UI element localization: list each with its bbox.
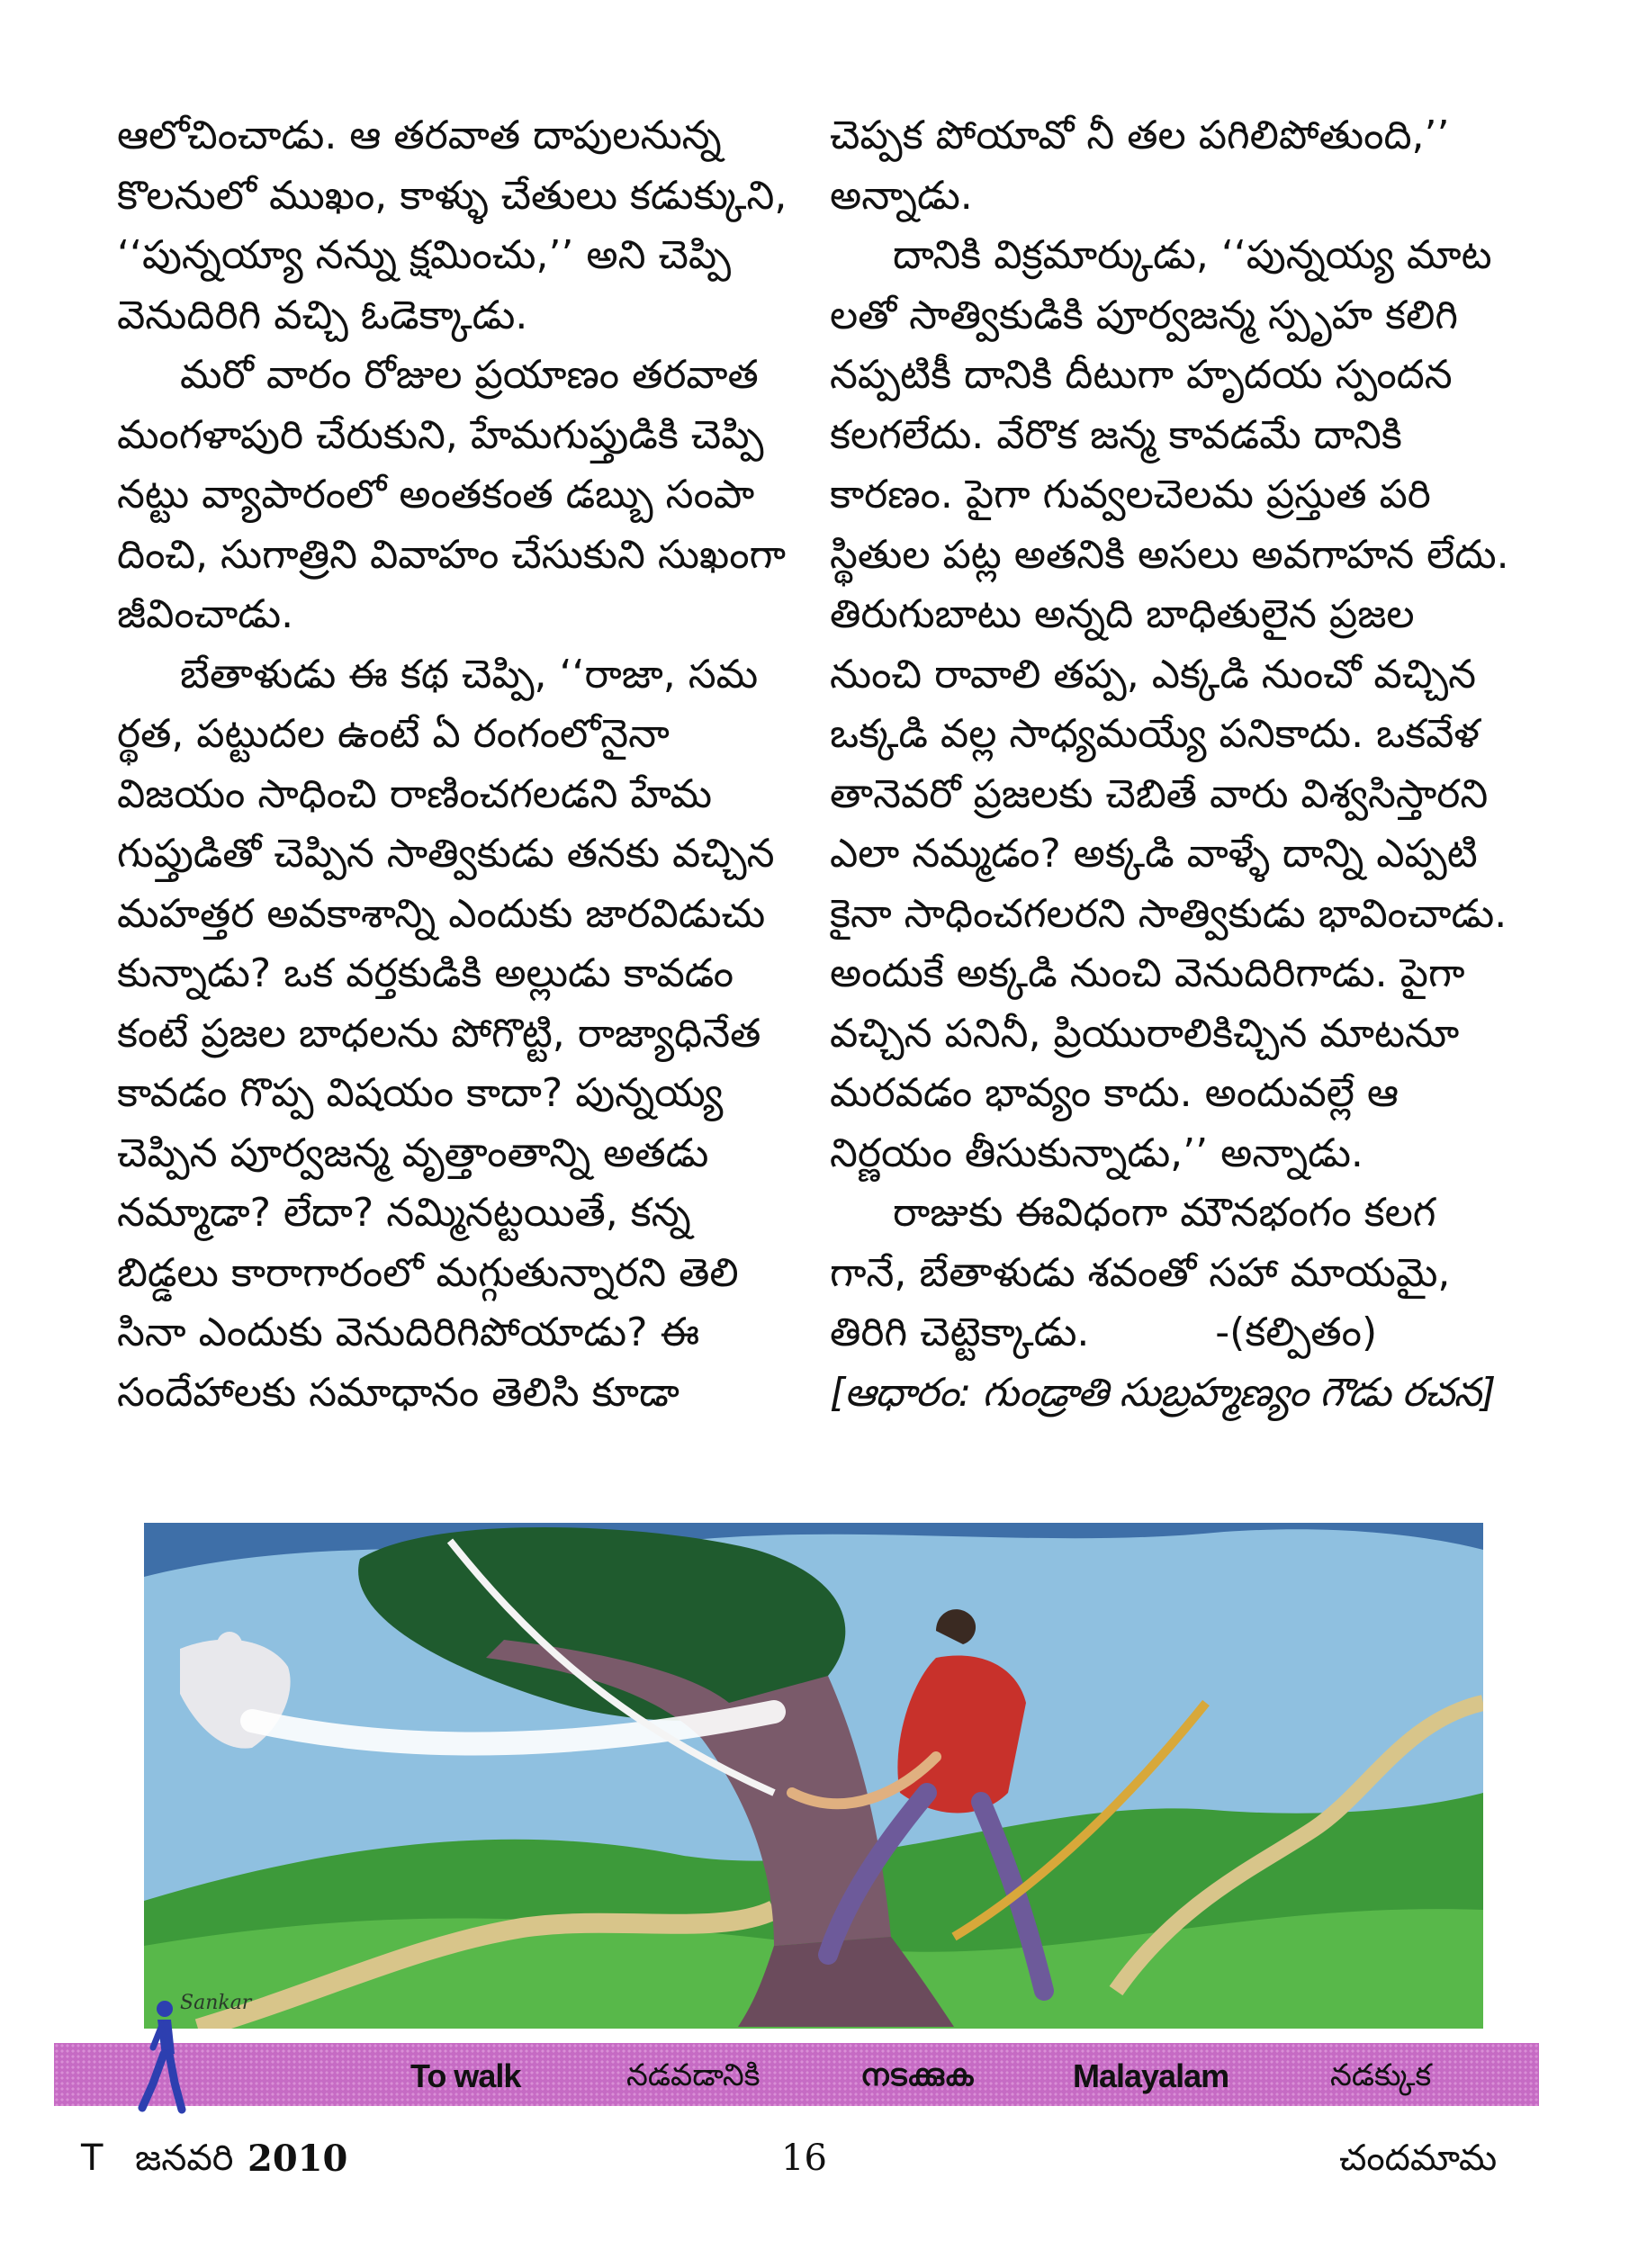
footer-year: 2010 bbox=[248, 2138, 348, 2180]
text-line: కున్నాడు? ఒక వర్తకుడికి అల్లుడు కావడం bbox=[117, 950, 734, 996]
text-line: తానెవరో ప్రజలకు చెబితే వారు విశ్వసిస్తారని bbox=[830, 770, 1489, 817]
text-line: స్థితుల పట్ల అతనికి అసలు అవగాహన లేదు. bbox=[830, 531, 1509, 578]
text-line: చెప్పిన పూర్వజన్మ వృత్తాంతాన్ని అతడు bbox=[117, 1130, 709, 1176]
text-line: ఎలా నమ్మడం? అక్కడి వాళ్ళే దాన్ని ఎప్పటి bbox=[830, 831, 1478, 877]
text-line: అన్నాడు. bbox=[830, 172, 973, 219]
text-line: సినా ఎందుకు వెనుదిరిగిపోయాడు? ఈ bbox=[117, 1310, 700, 1355]
text-line: లతో సాత్వికుడికి పూర్వజన్మ స్పృహ కలిగి bbox=[830, 292, 1458, 338]
text-line: ర్థత, పట్టుదల ఉంటే ఏ రంగంలోనైనా bbox=[117, 711, 670, 757]
vocabulary-band bbox=[54, 2043, 1539, 2106]
malayalam-script-word: നടക്കുക bbox=[860, 2057, 974, 2093]
text-line: రాజుకు ఈవిధంగా మౌనభంగం కలగ bbox=[893, 1190, 1436, 1236]
text-line: నుంచి రావాలి తప్ప, ఎక్కడి నుంచో వచ్చిన bbox=[830, 651, 1476, 698]
text-line: తిరుగుబాటు అన్నది బాధితులైన ప్రజల bbox=[830, 591, 1415, 637]
walking-person-icon bbox=[135, 1998, 189, 2115]
left-text-column bbox=[117, 106, 810, 1423]
text-line: గుప్తుడితో చెప్పిన సాత్వికుడు తనకు వచ్చిన bbox=[117, 831, 775, 877]
text-line: మంగళాపురి చేరుకుని, హేమగుప్తుడికి చెప్పి bbox=[117, 411, 764, 458]
page-number: 16 bbox=[781, 2138, 827, 2179]
text-line: బేతాళుడు ఈ కథ చెప్పి, ‘‘రాజా, సమ bbox=[180, 651, 759, 698]
footer-mark: T bbox=[81, 2138, 104, 2179]
footer-month: జనవరి bbox=[135, 2138, 234, 2179]
text-line: బిడ్డలు కారాగారంలో మగ్గుతున్నారని తెలి bbox=[117, 1249, 739, 1296]
text-line: అందుకే అక్కడి నుంచి వెనుదిరిగాడు. పైగా bbox=[830, 950, 1465, 996]
text-line: కారణం. పైగా గువ్వలచెలమ ప్రస్తుత పరి bbox=[830, 472, 1431, 518]
source-citation: [ఆధారం: గుండ్రాతి సుబ్రహ్మణ్యం గౌడు రచన] bbox=[830, 1369, 1496, 1416]
english-word: To walk bbox=[410, 2057, 521, 2094]
text-line: దించి, సుగాత్రిని వివాహం చేసుకుని సుఖంగా bbox=[117, 531, 787, 578]
text-line: దానికి విక్రమార్కుడు, ‘‘పున్నయ్య మాట bbox=[893, 232, 1492, 278]
language-name: Malayalam bbox=[1073, 2057, 1229, 2094]
text-line: ఆలోచించాడు. ఆ తరవాత దాపులనున్న bbox=[117, 112, 722, 158]
text-line: వెనుదిరిగి వచ్చి ఓడెక్కాడు. bbox=[117, 292, 528, 338]
magazine-name: చందమామ bbox=[1339, 2138, 1498, 2179]
text-line: కైనా సాధించగలరని సాత్వికుడు భావించాడు. bbox=[830, 890, 1508, 937]
text-line: జీవించాడు. bbox=[117, 591, 294, 637]
artist-signature: Sankar bbox=[180, 1992, 252, 2014]
text-line: విజయం సాధించి రాణించగలడని హేమ bbox=[117, 770, 712, 817]
text-line: కంటే ప్రజల బాధలను పోగొట్టి, రాజ్యాధినేత bbox=[117, 1010, 761, 1057]
text-line: మరవడం భావ్యం కాదు. అందువల్లే ఆ bbox=[830, 1070, 1399, 1116]
text-line: నట్టు వ్యాపారంలో అంతకంత డబ్బు సంపా bbox=[117, 472, 755, 518]
text-line: కలగలేదు. వేరొక జన్మ కావడమే దానికి bbox=[830, 411, 1402, 458]
telugu-word: నడవడానికి bbox=[626, 2057, 760, 2093]
text-line: ఒక్కడి వల్ల సాధ్యమయ్యే పనికాదు. ఒకవేళ bbox=[830, 711, 1480, 757]
text-line: కావడం గొప్ప విషయం కాదా? పున్నయ్య bbox=[117, 1070, 724, 1116]
text-line: గానే, బేతాళుడు శవంతో సహా మాయమై, bbox=[830, 1249, 1451, 1296]
text-line: తిరిగి చెట్టెక్కాడు. -(కల్పితం) bbox=[830, 1310, 1378, 1355]
text-line: మరో వారం రోజుల ప్రయాణం తరవాత bbox=[180, 352, 759, 398]
text-line: చెప్పక పోయావో నీ తల పగిలిపోతుంది,’’ bbox=[830, 112, 1450, 158]
right-text-column bbox=[830, 106, 1523, 1423]
text-line: వచ్చిన పనినీ, ప్రియురాలికిచ్చిన మాటనూ bbox=[830, 1010, 1460, 1057]
text-line: నిర్ణయం తీసుకున్నాడు,’’ అన్నాడు. bbox=[830, 1130, 1364, 1176]
text-line: ‘‘పున్నయ్యా నన్ను క్షమించు,’’ అని చెప్పి bbox=[117, 232, 732, 278]
text-line: మహత్తర అవకాశాన్ని ఎందుకు జారవిడుచు bbox=[117, 890, 766, 937]
story-illustration bbox=[144, 1523, 1483, 2029]
text-line: కొలనులో ముఖం, కాళ్ళు చేతులు కడుక్కుని, bbox=[117, 172, 788, 219]
page-footer bbox=[0, 2138, 1629, 2192]
text-line: సందేహాలకు సమాధానం తెలిసి కూడా bbox=[117, 1369, 680, 1416]
text-line: నప్పటికీ దానికి దీటుగా హృదయ స్పందన bbox=[830, 352, 1453, 398]
text-line: నమ్మాడా? లేదా? నమ్మినట్టయితే, కన్న bbox=[117, 1190, 691, 1236]
transliteration: నడక్కుక bbox=[1330, 2057, 1432, 2093]
